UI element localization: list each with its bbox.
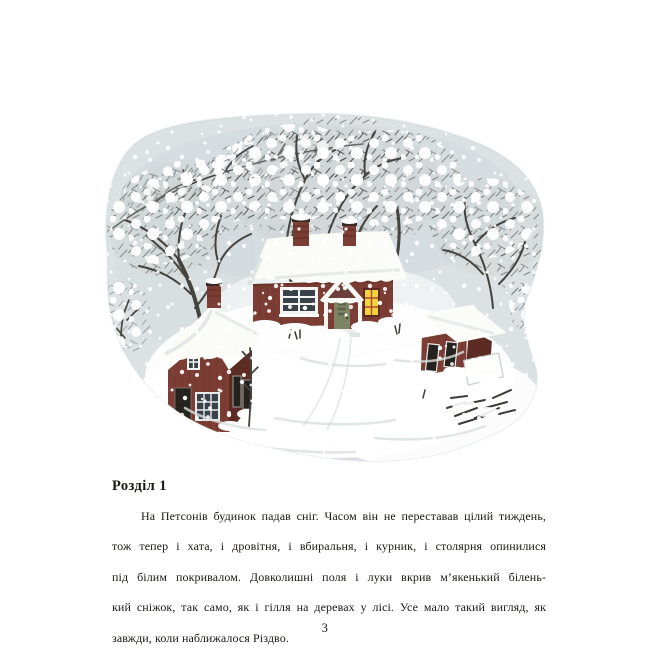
paragraph-line-1: На Петсонів будинок падав сніг. Часом він не переставав цілий тиждень, (141, 508, 546, 523)
winter-scene-svg (95, 108, 550, 468)
chapter-heading: Розділ 1 (112, 478, 167, 494)
illustration-winter-farmstead (95, 108, 550, 468)
page-number: 3 (321, 621, 329, 635)
paragraph-line-4: кий сніжок, так само, як і гілля на деревах у лісі. Усе мало такий вигляд, як (112, 600, 546, 614)
paragraph-line-3: під білим покривалом. Довколишні поля і луки вкрив м’якенький білень- (112, 569, 546, 584)
fence-posts (189, 432, 205, 458)
paragraph-line-2: тож тепер і хата, і дровітня, і вбиральня, і курник, і столярня опинилися (112, 539, 546, 553)
page-footer (0, 619, 650, 637)
falling-snow (95, 108, 550, 468)
paragraph-line-5: завжди, коли наближалося Різдво. (112, 630, 289, 645)
